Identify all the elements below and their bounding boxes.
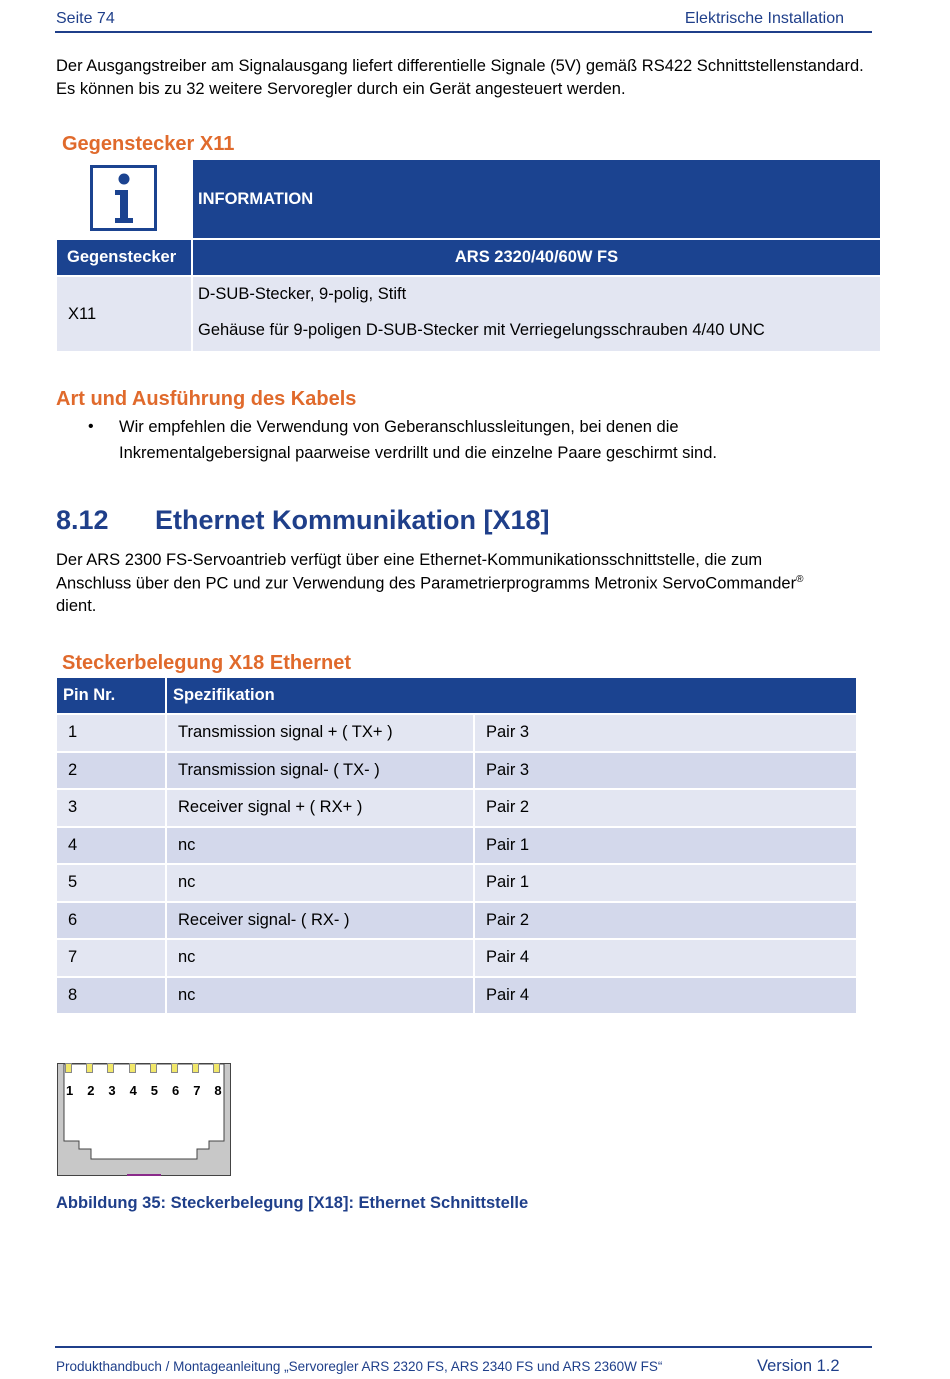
bullet-icon: • [88,418,94,435]
footer-version: Version 1.2 [757,1357,840,1375]
rj45-contact [129,1063,136,1073]
pin-signal: Transmission signal + ( TX+ ) [167,715,473,751]
rj45-pin-label: 2 [87,1083,95,1098]
rj45-contact [213,1063,220,1073]
pin-pair: Pair 4 [475,940,856,976]
rj45-pin-label: 7 [193,1083,201,1098]
footer-rule [55,1346,872,1348]
figure-caption: Abbildung 35: Steckerbelegung [X18]: Ethernet Schnittstelle [56,1194,529,1212]
section-text-1: Der ARS 2300 FS-Servoantrieb verfügt über eine Ethernet-Kommunikationsschnittstelle, die zum [56,551,763,569]
section-number: 8.12 [56,505,109,535]
pin-number: 7 [57,940,165,976]
info-banner: INFORMATION [193,160,880,238]
x11-description [193,277,880,351]
pin-signal: Transmission signal- ( TX- ) [167,753,473,789]
gegenstecker-heading: Gegenstecker X11 [62,133,235,155]
section-text-2 [56,574,803,594]
pin-pair: Pair 2 [475,790,856,826]
rj45-contact [65,1063,72,1073]
rj45-connector-figure [57,1063,231,1176]
section-text-2-body: Anschluss über den PC und zur Verwendung des Parametrierprogramms Metronix ServoCommander [56,574,797,593]
model-col-header: ARS 2320/40/60W FS [193,240,880,275]
rj45-contact [107,1063,114,1073]
pin-number: 1 [57,715,165,751]
rj45-pin-label: 1 [66,1083,74,1098]
footer-document-title: Produkthandbuch / Montageanleitung „Servoregler ARS 2320 FS, ARS 2340 FS und ARS 2360W FS“ [56,1359,663,1374]
pin-signal: Receiver signal- ( RX- ) [167,903,473,939]
rj45-pin-label: 5 [150,1083,159,1098]
kabel-text-1: Wir empfehlen die Verwendung von Geberanschlussleitungen, bei denen die [119,418,679,436]
pin-number: 2 [57,753,165,789]
pin-signal: Receiver signal + ( RX+ ) [167,790,473,826]
page-number: Seite 74 [56,10,115,27]
pin-number: 4 [57,828,165,864]
header-rule [55,31,872,33]
gegenstecker-col-header: Gegenstecker [57,240,191,275]
rj45-outline [57,1063,231,1176]
pin-number: 8 [57,978,165,1014]
x11-label: X11 [57,277,191,351]
x11-line-1: D-SUB-Stecker, 9-polig, Stift [198,285,407,303]
x11-line-2: Gehäuse für 9-poligen D-SUB-Stecker mit Verriegelungsschrauben 4/40 UNC [198,321,765,339]
pin-signal: nc [167,978,473,1014]
kabel-text-2: Inkrementalgebersignal paarweise verdrillt und die einzelne Paare geschirmt sind. [119,444,717,462]
pin-number: 6 [57,903,165,939]
rj45-contact [192,1063,199,1073]
section-title: Ethernet Kommunikation [X18] [155,505,550,535]
pin-col-header: Pin Nr. [57,678,165,713]
rj45-pin-label: 3 [108,1083,116,1098]
pin-pair: Pair 1 [475,865,856,901]
pin-signal: nc [167,865,473,901]
spec-col-header: Spezifikation [167,678,856,713]
pin-pair: Pair 2 [475,903,856,939]
pin-number: 3 [57,790,165,826]
pin-pair: Pair 1 [475,828,856,864]
pin-number: 5 [57,865,165,901]
pin-signal: nc [167,828,473,864]
rj45-contact [86,1063,93,1073]
rj45-pin-label: 6 [172,1083,180,1098]
rj45-pin-label: 8 [214,1083,222,1098]
section-header: Elektrische Installation [684,10,844,27]
kabel-heading: Art und Ausführung des Kabels [56,388,357,410]
intro-paragraph: Der Ausgangstreiber am Signalausgang liefert differentielle Signale (5V) gemäß RS422 Schnittstellenstandard. Es können bis zu 32 weitere Servoregler durch ein Gerät angesteuert werden. [56,57,864,98]
pin-pair: Pair 3 [475,753,856,789]
pin-pair: Pair 4 [475,978,856,1014]
steckerbelegung-heading: Steckerbelegung X18 Ethernet [62,652,351,674]
rj45-contact [150,1063,157,1073]
rj45-contact [171,1063,178,1073]
pin-pair: Pair 3 [475,715,856,751]
registered-mark: ® [796,574,804,585]
info-icon [90,165,157,231]
rj45-pin-label: 4 [129,1083,137,1098]
pin-signal: nc [167,940,473,976]
section-text-3: dient. [56,597,97,615]
